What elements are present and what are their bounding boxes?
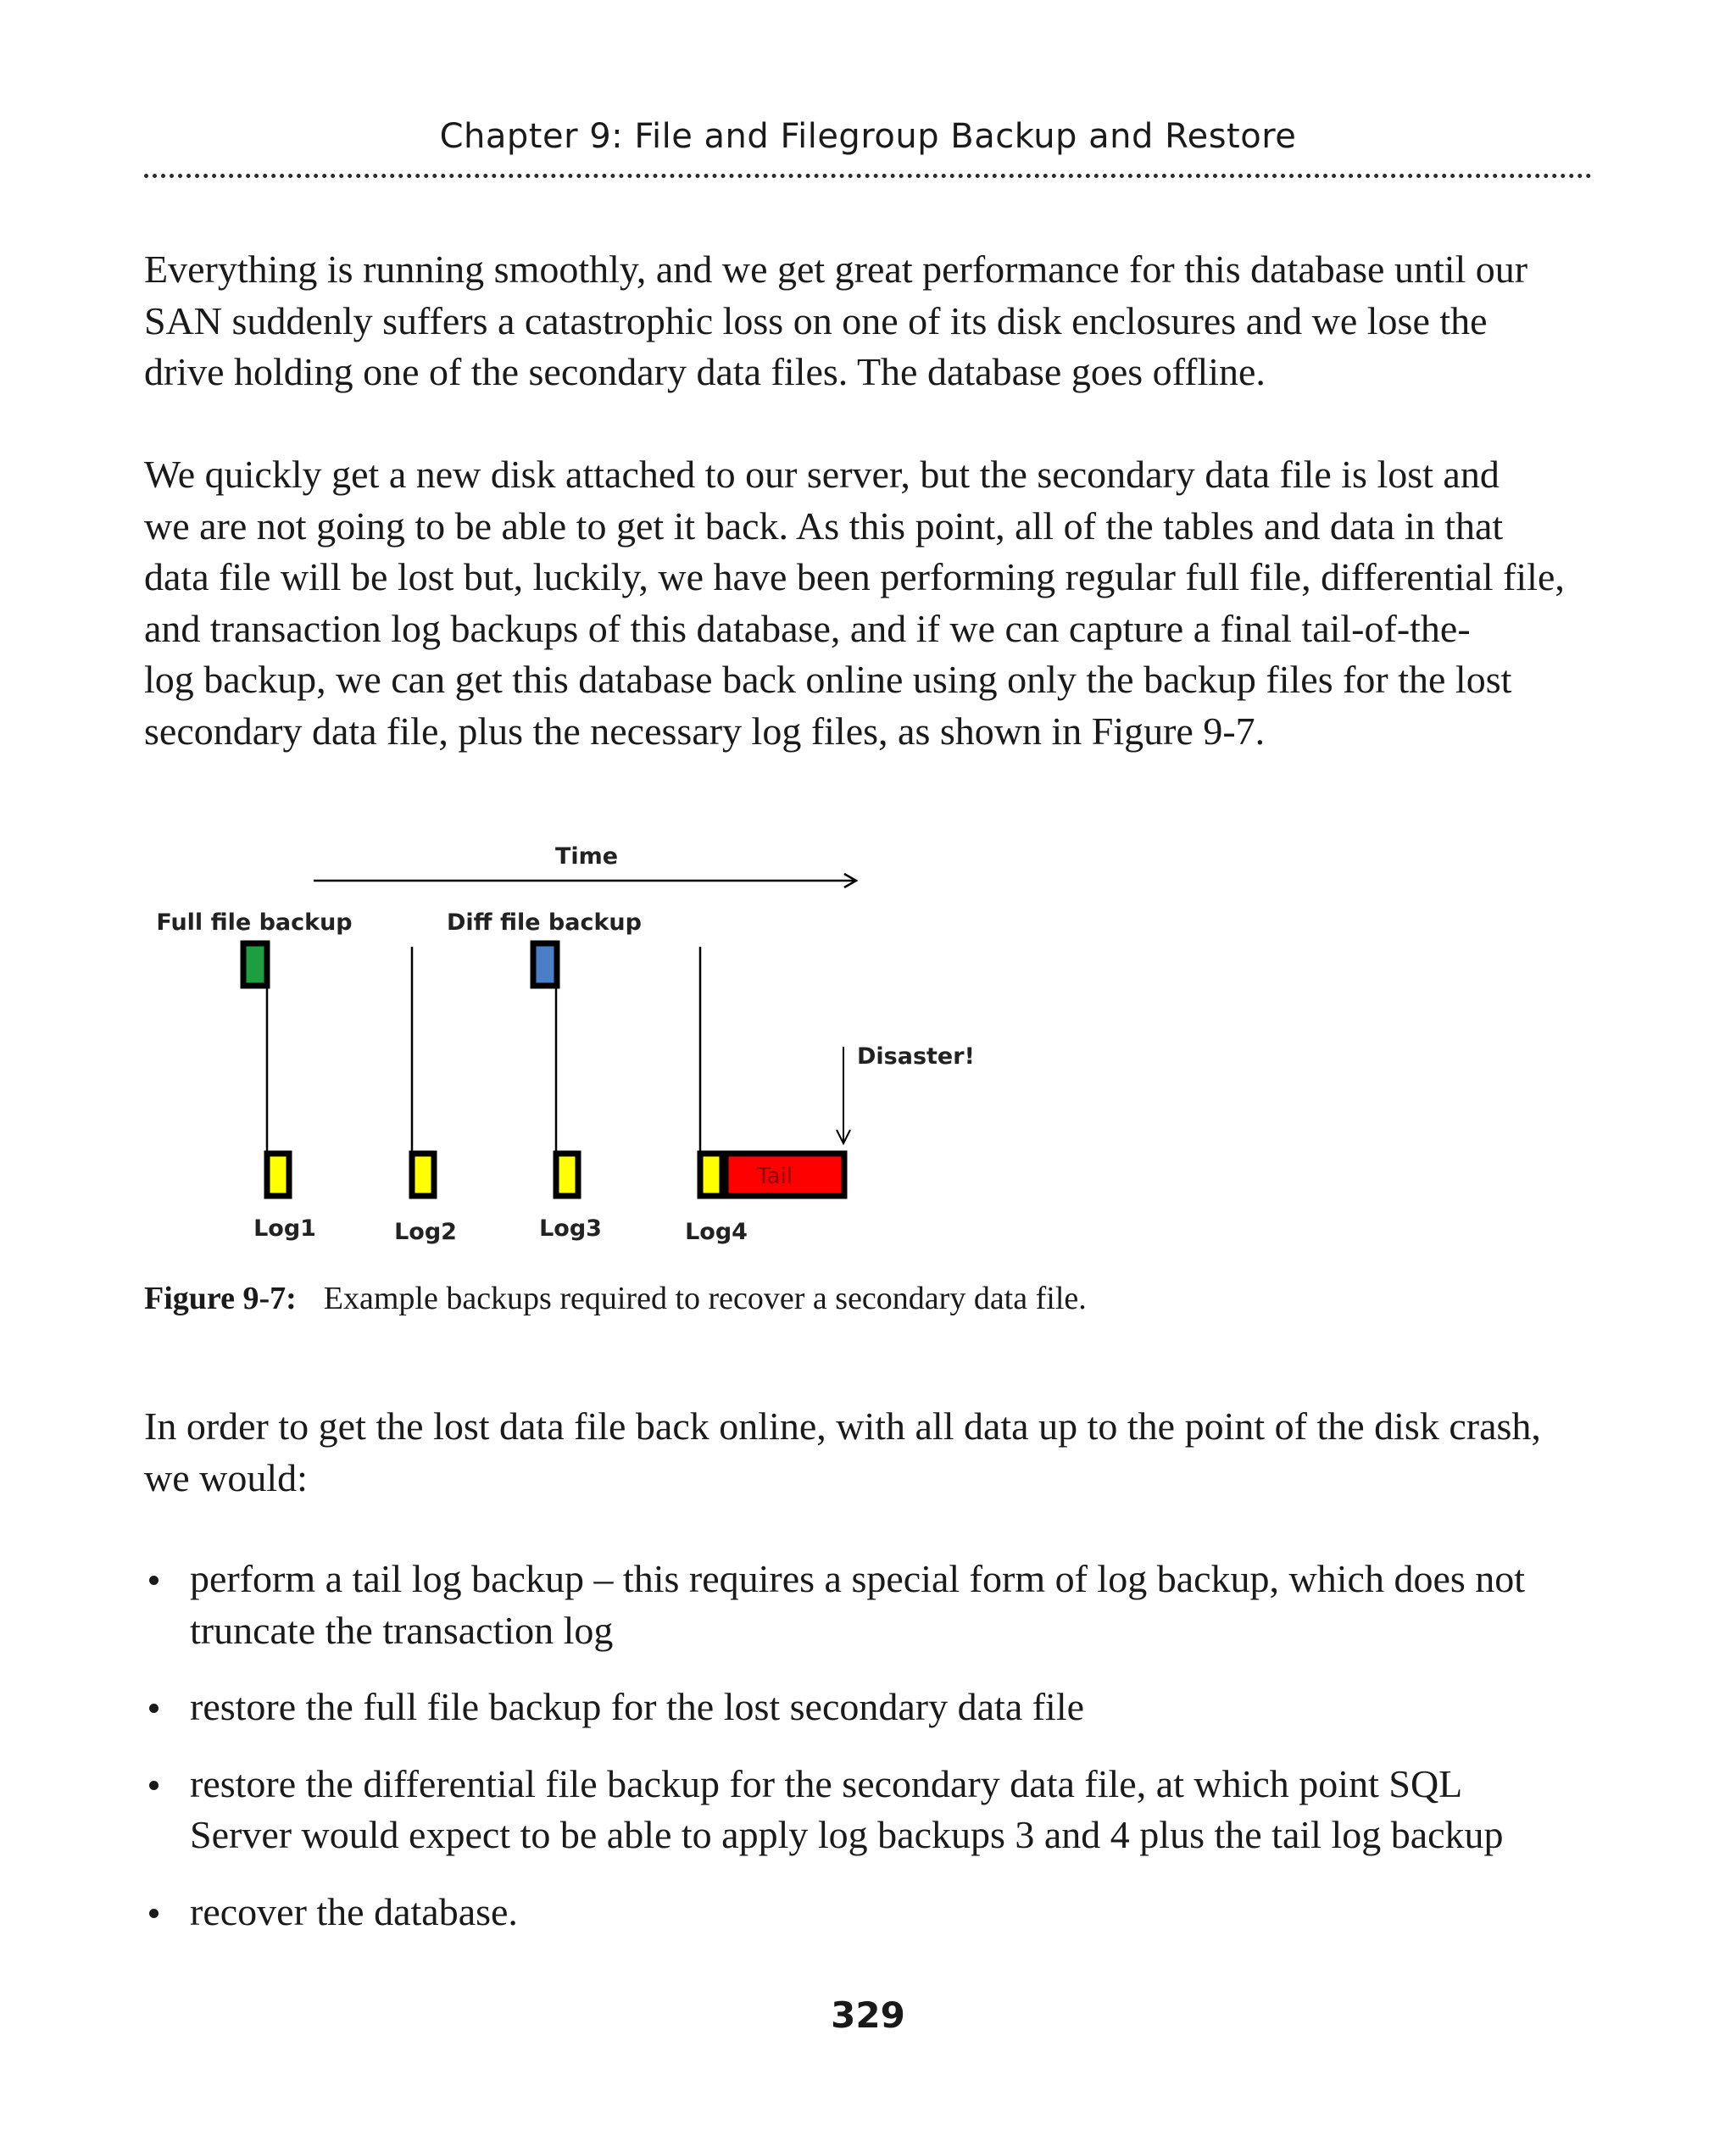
- figure-backup-timeline: [144, 835, 992, 1267]
- paragraph-1: [144, 244, 1602, 398]
- paragraph-line: drive holding one of the secondary data files. The database goes offline.: [144, 350, 1266, 393]
- log4-marker: [700, 1154, 722, 1196]
- full-backup-marker: [243, 943, 267, 986]
- figure-caption: [144, 1278, 1087, 1319]
- list-item: [144, 1887, 1602, 1938]
- paragraph-3: [144, 1401, 1602, 1504]
- tail-label: Tail: [757, 1164, 793, 1189]
- list-item-line: Server would expect to be able to apply log backups 3 and 4 plus the tail log backup: [190, 1813, 1504, 1856]
- header-divider: [144, 174, 1592, 178]
- running-header: Chapter 9: File and Filegroup Backup and Restore: [439, 117, 1297, 156]
- paragraph-line: log backup, we can get this database back online using only the backup files for the lost: [144, 658, 1512, 701]
- page-number: 329: [831, 1994, 905, 2036]
- log4-label: Log4: [685, 1219, 748, 1245]
- list-item: [144, 1759, 1602, 1861]
- paragraph-line: SAN suddenly suffers a catastrophic loss on one of its disk enclosures and we lose the: [144, 298, 1488, 342]
- log3-marker: [556, 1154, 578, 1196]
- paragraph-line: we would:: [144, 1455, 308, 1499]
- paragraph-line: data file will be lost but, luckily, we have been performing regular full file, differential file,: [144, 555, 1565, 598]
- list-item-line: truncate the transaction log: [190, 1608, 614, 1652]
- list-item-line: restore the differential file backup for the secondary data file, at which point SQL: [190, 1761, 1463, 1805]
- paragraph-line: In order to get the lost data file back online, with all data up to the point of the disk crash,: [144, 1404, 1541, 1448]
- log2-marker: [412, 1154, 434, 1196]
- full-backup-label: Full file backup: [156, 909, 353, 936]
- figure-caption-text: Example backups required to recover a secondary data file.: [323, 1281, 1087, 1316]
- paragraph-line: and transaction log backups of this database, and if we can capture a final tail-of-the-: [144, 606, 1471, 650]
- list-item-line: recover the database.: [190, 1889, 518, 1933]
- diff-backup-marker: [533, 943, 557, 986]
- paragraph-2: [144, 449, 1602, 757]
- log2-label: Log2: [394, 1219, 457, 1245]
- list-item-line: restore the full file backup for the lost secondary data file: [190, 1685, 1085, 1728]
- disaster-label: Disaster!: [857, 1043, 975, 1070]
- recovery-steps-list: [144, 1554, 1602, 1963]
- list-item: [144, 1554, 1602, 1656]
- list-item-line: perform a tail log backup – this requires a special form of log backup, which does not: [190, 1557, 1526, 1600]
- diff-backup-label: Diff file backup: [447, 909, 642, 936]
- backup-timeline-diagram: [144, 835, 992, 1267]
- paragraph-line: Everything is running smoothly, and we get great performance for this database until our: [144, 247, 1528, 291]
- time-label: Time: [554, 843, 619, 870]
- log1-marker: [267, 1154, 289, 1196]
- figure-caption-label: Figure 9-7:: [144, 1281, 297, 1316]
- paragraph-line: secondary data file, plus the necessary log files, as shown in Figure 9-7.: [144, 709, 1266, 753]
- log1-label: Log1: [253, 1215, 316, 1242]
- paragraph-line: we are not going to be able to get it back. As this point, all of the tables and data in that: [144, 503, 1504, 548]
- paragraph-line: We quickly get a new disk attached to our server, but the secondary data file is lost and: [144, 453, 1500, 496]
- log3-label: Log3: [539, 1215, 602, 1242]
- list-item: [144, 1682, 1602, 1733]
